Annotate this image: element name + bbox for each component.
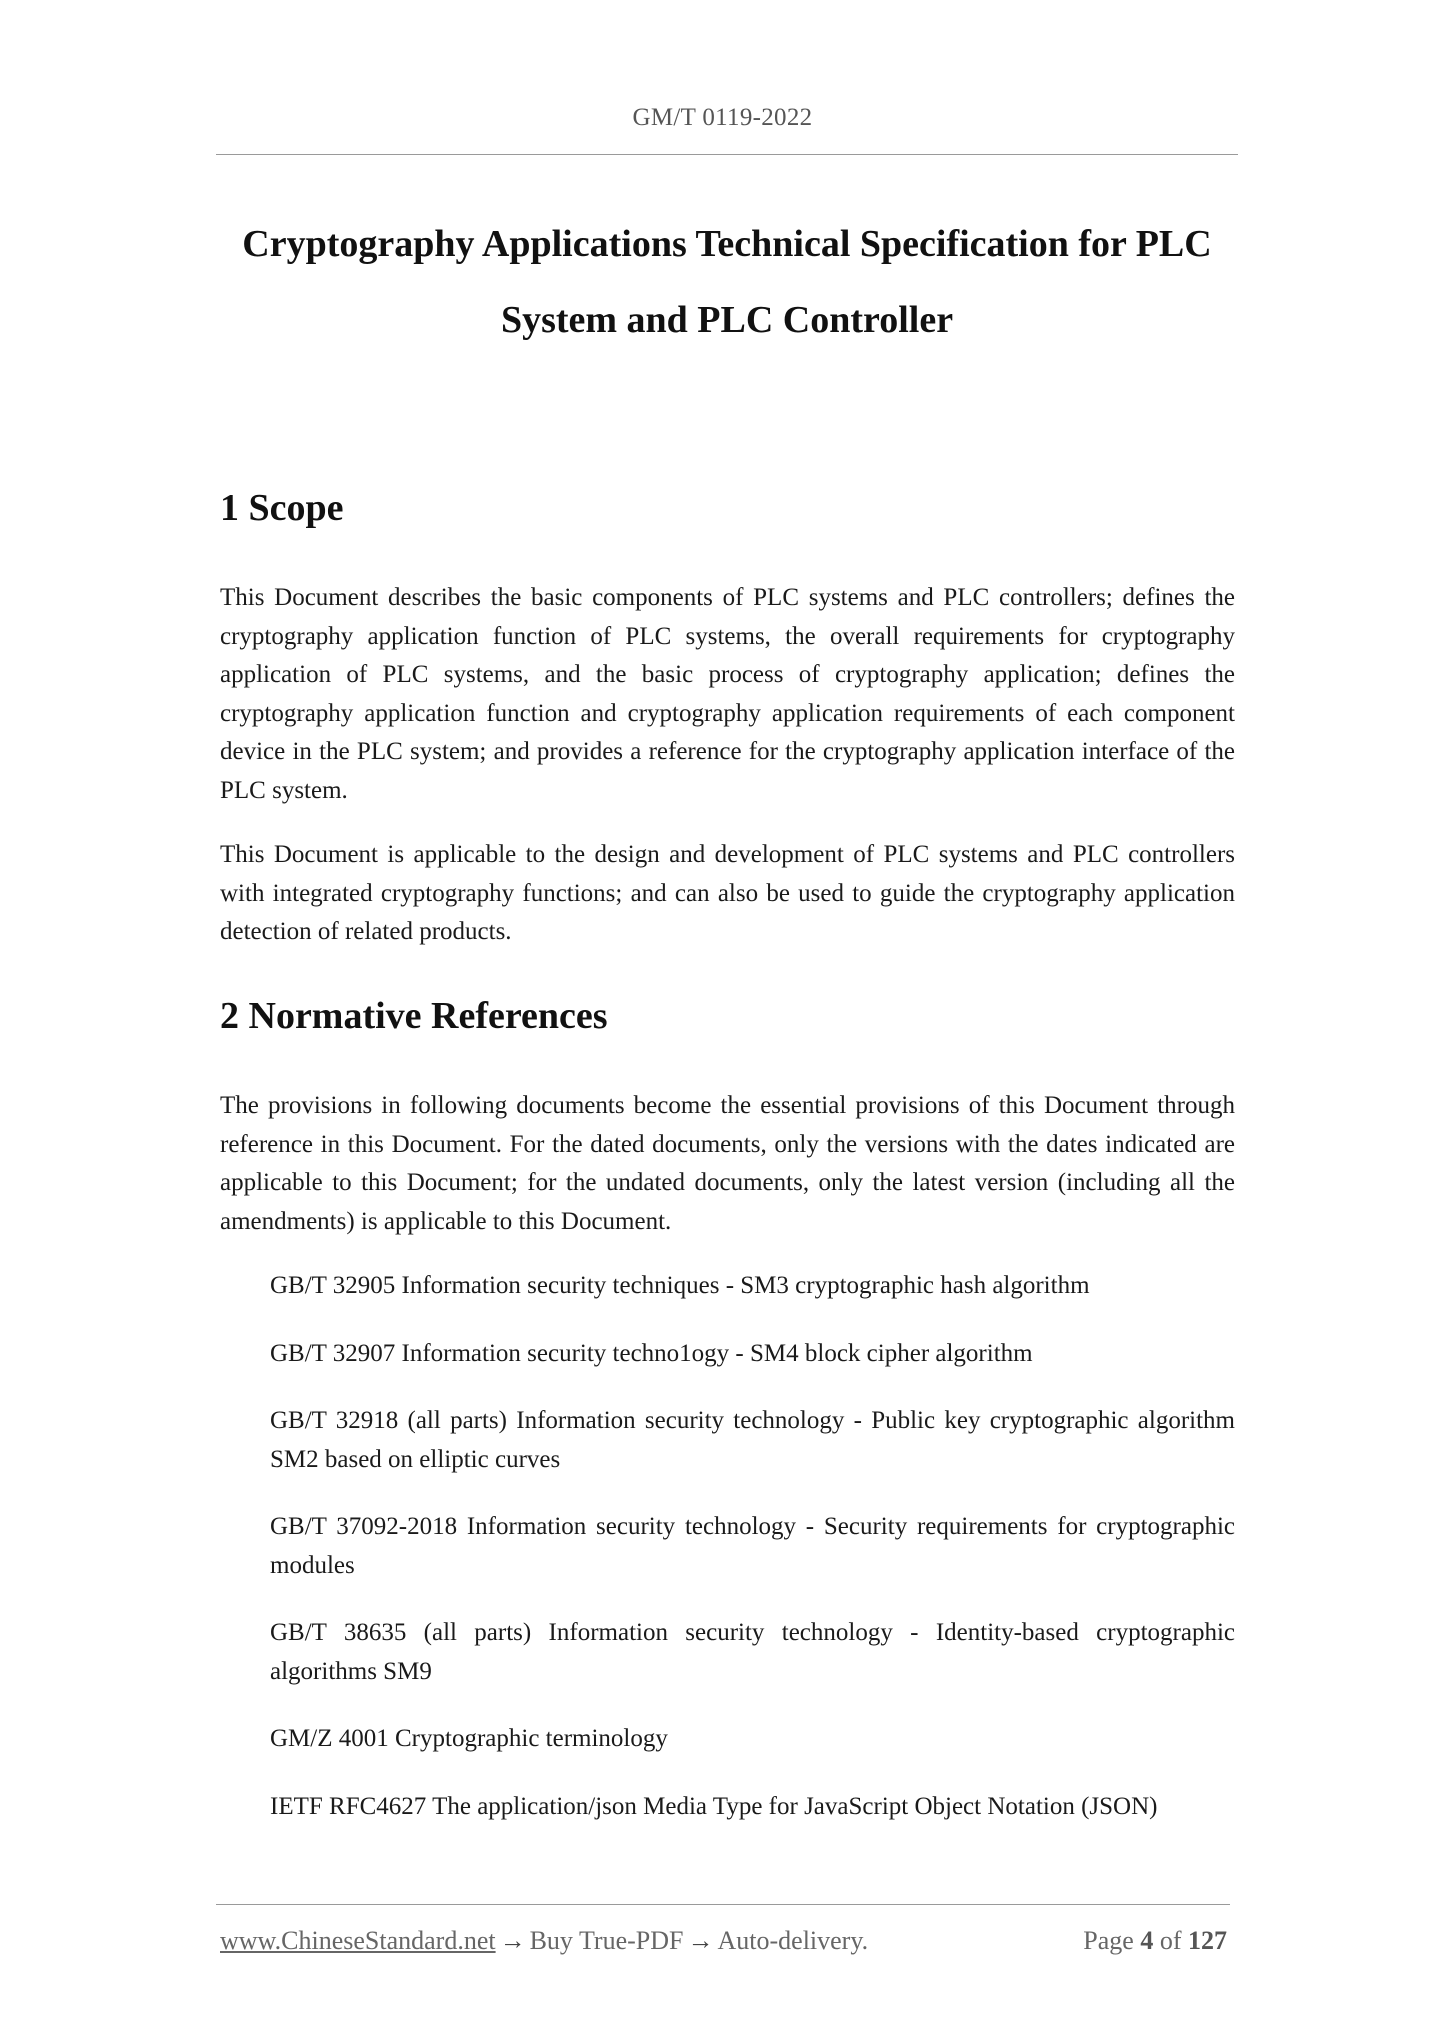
reference-item: GB/T 38635 (all parts) Information security technology - Identity-based cryptographic algorithms SM9	[270, 1619, 1235, 1685]
header-divider	[216, 154, 1238, 155]
current-page-number: 4	[1140, 1926, 1154, 1955]
reference-item: GB/T 32905 Information security techniques - SM3 cryptographic hash algorithm	[270, 1272, 1090, 1299]
scope-paragraph-2: This Document is applicable to the design and development of PLC systems and PLC controllers with integrated cryptography functions; and can also be used to guide the cryptography application detection of related products.	[220, 841, 1235, 945]
site-link[interactable]: www.ChineseStandard.net	[220, 1926, 496, 1955]
header-standard-code: GM/T 0119-2022	[632, 104, 813, 131]
arrow-right-icon: →	[499, 1926, 526, 1955]
reference-item: GB/T 37092-2018 Information security technology - Security requirements for cryptographic modules	[270, 1513, 1235, 1579]
section-heading-normative-references: 2 Normative References	[220, 995, 608, 1037]
reference-item: GB/T 32907 Information security techno1ogy - SM4 block cipher algorithm	[270, 1339, 1033, 1367]
page-label: Page	[1083, 1926, 1134, 1955]
section-heading-scope: 1 Scope	[220, 487, 344, 529]
arrow-right-icon: →	[687, 1926, 714, 1955]
auto-delivery-text: Auto-delivery.	[717, 1926, 869, 1955]
document-title: Cryptography Applications Technical Specification for PLC System and PLC Controller	[242, 223, 1212, 341]
buy-true-pdf-text: Buy True-PDF	[529, 1926, 684, 1955]
reference-item: IETF RFC4627 The application/json Media Type for JavaScript Object Notation (JSON)	[270, 1792, 1158, 1820]
total-pages-number: 127	[1188, 1926, 1227, 1955]
footer-divider	[216, 1904, 1230, 1905]
scope-paragraph-1: This Document describes the basic components of PLC systems and PLC controllers; defines the cryptography application function of PLC systems, the overall requirements for cryptography application of PLC systems, and the basic process of cryptography application; defines the cryptography application function and cryptography application requirements of each component device in the PLC system; and provides a reference for the cryptography application interface of the PLC system.	[220, 584, 1235, 804]
normative-references-intro: The provisions in following documents become the essential provisions of this Document through reference in this Document. For the dated documents, only the versions with the dates indicated are applicable to this Document; for the undated documents, only the latest version (including all the amendments) is applicable to this Document.	[220, 1092, 1235, 1235]
reference-list	[270, 1267, 1235, 1855]
reference-item: GB/T 32918 (all parts) Information security technology - Public key cryptographic algorithm SM2 based on elliptic curves	[270, 1407, 1235, 1473]
page-indicator	[1083, 1926, 1227, 1956]
footer-promo	[220, 1926, 868, 1956]
reference-item: GM/Z 4001 Cryptographic terminology	[270, 1725, 668, 1752]
of-label: of	[1159, 1926, 1182, 1955]
